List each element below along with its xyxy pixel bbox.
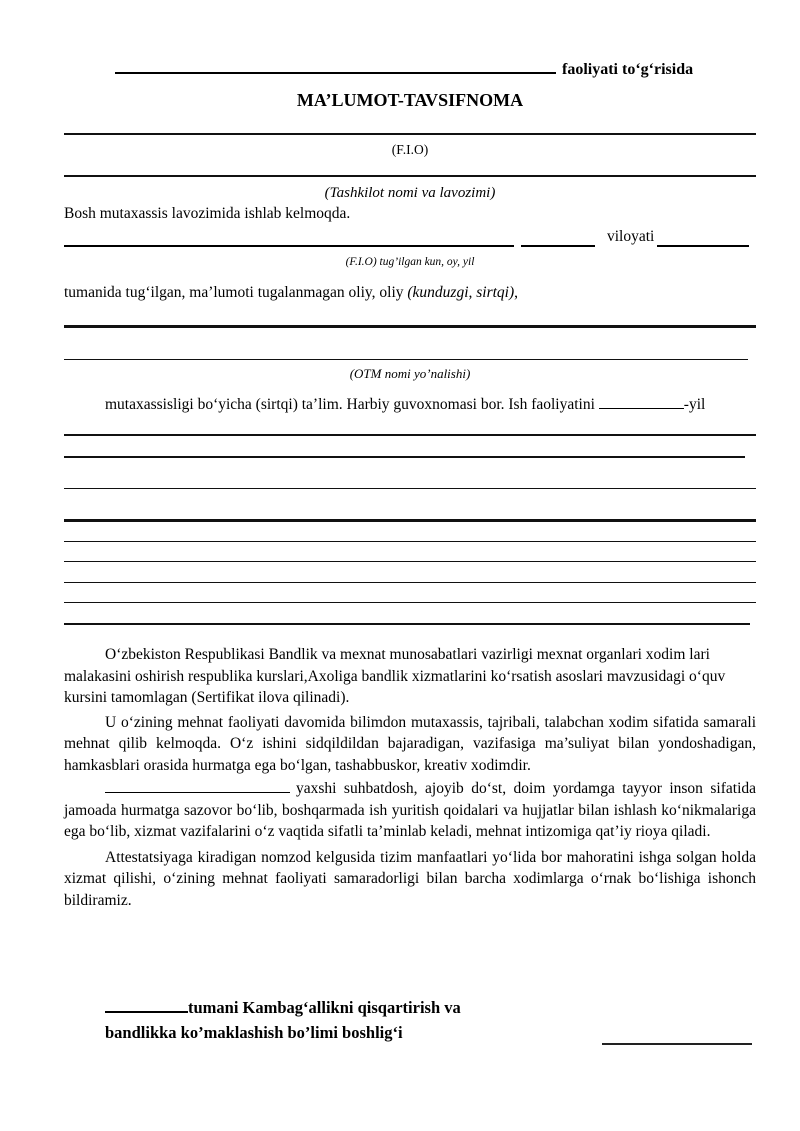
viloyati-label: viloyati <box>607 228 655 245</box>
blank-line <box>64 456 745 458</box>
born-line-suffix: , <box>514 284 519 301</box>
born-line <box>64 282 756 303</box>
paragraph-courses: O‘zbekiston Respublikasi Bandlik va mexnat munosabatlari vazirligi mexnat organlari xodim lari malakasini oshirish respublika kurslari,Axoliga bandlik xizmatlarini ko‘rsatish asoslari mavzusidagi o‘quv kursini tamomlagan (Sertifikat ilova qilinadi). <box>64 646 726 706</box>
footer-line1-text: tumani Kambag‘allikni qisqartirish va <box>188 998 461 1017</box>
footer-line2-text: bandlikka ko’maklashish bo’limi boshlig‘i <box>105 1023 403 1042</box>
blank-line <box>64 519 756 522</box>
education-line-prefix: mutaxassisligi bo‘yicha (sirtqi) ta’lim. Harbiy guvoxnomasi bor. Ish faoliyatini <box>105 396 599 413</box>
footer-block <box>64 995 756 1045</box>
blank-line <box>64 434 756 436</box>
born-line-prefix: tumanida tug‘ilgan, ma’lumoti tugalanmagan oliy, oliy <box>64 284 408 301</box>
signature-blank-line <box>602 1026 752 1045</box>
blank-line <box>64 541 756 542</box>
education-line-suffix: -yil <box>683 396 706 413</box>
footer-line2-row <box>105 1020 756 1045</box>
header-row <box>64 56 756 81</box>
viloyati-row <box>64 227 756 247</box>
education-line <box>64 394 756 415</box>
blank-line <box>64 488 756 489</box>
document-title: MA’LUMOT-TAVSIFNOMA <box>296 90 524 110</box>
paragraph-personality <box>64 778 756 843</box>
blank-line <box>64 623 750 625</box>
paragraph-attestation: Attestatsiyaga kiradigan nomzod kelgusida tizim manfaatlari yo‘lida bor mahoratini ishga solgan holda xizmat qilishi, o‘zining mehnat faoliyati samaradorligi bilan barcha xodimlarga o‘rnak bo‘lishiga ishonch bildiramiz. <box>64 848 756 909</box>
otm-caption: (OTM nomi yo’nalishi) <box>349 366 471 381</box>
blank-lines-block <box>64 434 756 625</box>
name-inline-blank <box>105 778 290 793</box>
district-blank-line <box>105 996 188 1013</box>
header-blank-line <box>115 56 556 74</box>
divider-top <box>64 133 756 135</box>
divider-thick <box>64 325 756 328</box>
short-blank-line <box>521 228 595 247</box>
blank-line <box>64 602 756 603</box>
divider-after-fio <box>64 175 756 177</box>
footer-line1 <box>105 995 756 1020</box>
birth-caption: (F.I.O) tug’ilgan kun, oy, yil <box>345 256 475 268</box>
fio-caption: (F.I.O) <box>391 142 429 157</box>
position-line: Bosh mutaxassis lavozimida ishlab kelmoqda. <box>64 205 351 222</box>
divider-thin <box>64 359 748 360</box>
blank-line <box>64 561 756 562</box>
header-activity-label: faoliyati to‘g‘risida <box>562 61 694 78</box>
blank-line <box>64 582 756 583</box>
paragraph-work-quality: U o‘zining mehnat faoliyati davomida bilimdon mutaxassis, tajribali, talabchan xodim sifatida samarali mehnat qilib kelmoqda. O‘z ishini sidqildildan bajaradigan, vazifasiga ma’suliyat bilan yondoshadigan, hamkasblari orasida hurmatga ega bo‘lgan, tashabbuskor, kreativ xodimdir. <box>64 713 756 774</box>
year-blank-line <box>599 394 684 409</box>
name-blank-line <box>64 228 514 247</box>
paragraph-personality-text: yaxshi suhbatdosh, ajoyib do‘st, doim yordamga tayyor inson sifatida jamoada hurmatga sazovor bo‘lib, boshqarmada ish yuritish qoidalari va hujjatlar bilan ishlash ko‘nikmalariga ega bo‘lib, xizmat vazifalarini o‘z vaqtida sifatli ta’minlab keladi, mehnat intizomiga qat’iy rioya qiladi. <box>64 780 756 840</box>
region-blank-line <box>657 228 749 247</box>
born-line-italic: (kunduzgi, sirtqi) <box>407 284 515 301</box>
organization-caption: (Tashkilot nomi va lavozimi) <box>324 185 496 201</box>
